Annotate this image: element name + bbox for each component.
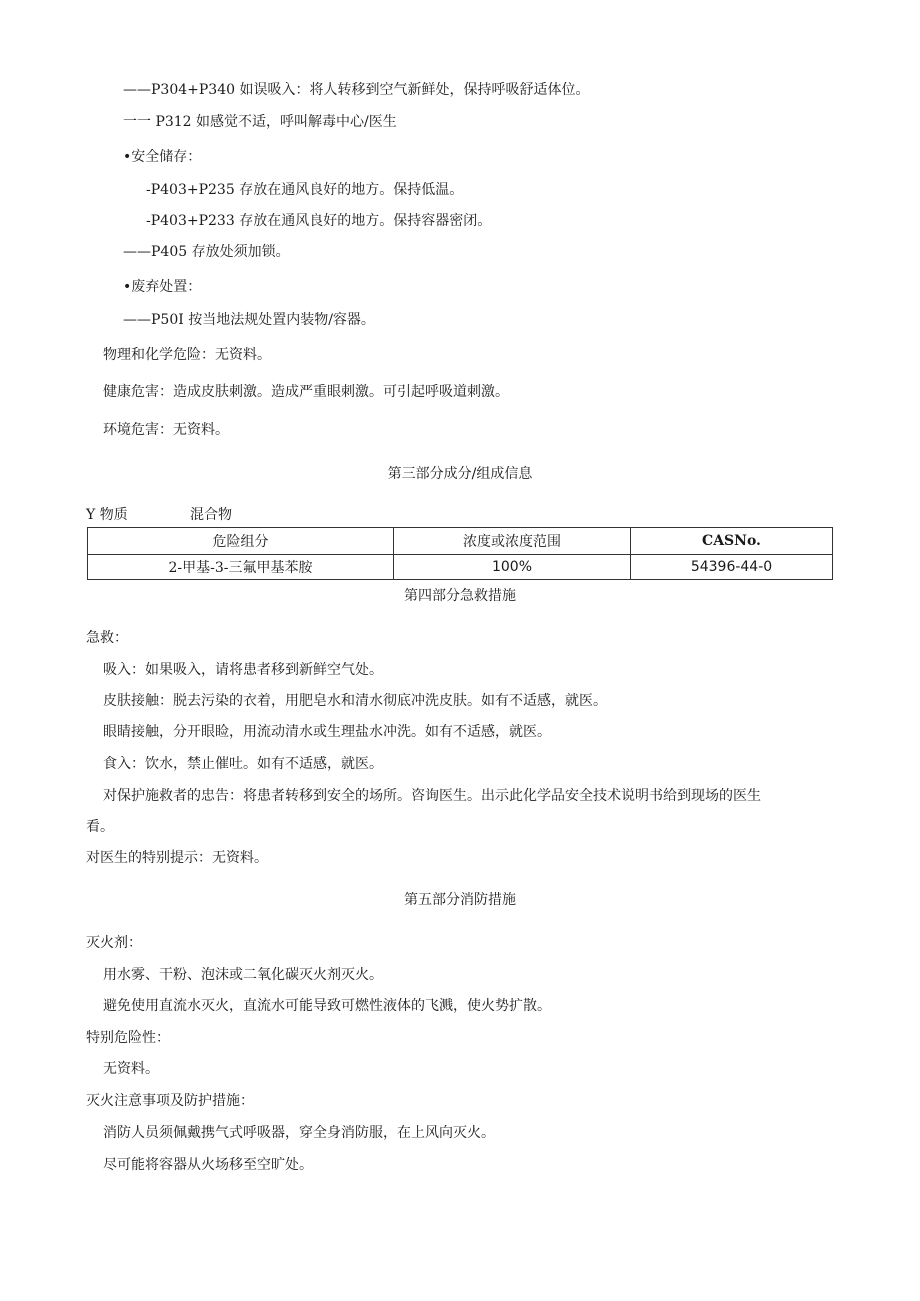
disposal-heading: •废弃处置： <box>123 279 202 295</box>
rescuer-advice <box>103 786 761 806</box>
header-cas: CASNo. <box>631 528 833 555</box>
special-hazard-value: 无资料。 <box>103 1061 159 1077</box>
inhalation-text: 吸入：如果吸入，请将患者移到新鲜空气处。 <box>103 662 383 678</box>
doctor-label: 对医生的特别提示 <box>86 850 198 866</box>
precaution-p312: 一一 P312 如感觉不适，呼叫解毒中心/医生 <box>123 114 397 130</box>
first-aid-label: 急救： <box>86 630 128 646</box>
doctor-value: ：无资料。 <box>198 850 268 866</box>
rescuer-label: 对保护施救者的忠告 <box>103 788 229 804</box>
eye-value: ，分开眼睑，用流动清水或生理盐水冲洗。如有不适感，就医。 <box>159 724 551 740</box>
precaution-p403-p235: -P403+P235 存放在通风良好的地方。保持低温。 <box>146 182 464 198</box>
extinguishing-agent-1: 用水雾、干粉、泡沫或二氧化碳灭火剂灭火。 <box>103 967 383 983</box>
firefighting-precaution-label: 灭火注意事项及防护措施： <box>86 1093 254 1109</box>
table-header-row <box>88 528 833 555</box>
header-concentration: 浓度或浓度范围 <box>394 528 631 555</box>
header-component: 危险组分 <box>88 528 394 555</box>
precaution-p501: ——P50I 按当地法规处置内装物/容器。 <box>123 312 375 328</box>
storage-heading: •安全储存： <box>123 149 202 165</box>
health-label: 健康危害： <box>103 384 173 400</box>
physchem-label: 物理和化学危险： <box>103 347 215 363</box>
eye-contact <box>103 722 551 742</box>
skin-value: ：脱去污染的衣着，用肥皂水和清水彻底冲洗皮肤。如有不适感，就医。 <box>159 693 607 709</box>
doctor-note <box>86 848 268 868</box>
rescuer-value: ：将患者转移到安全的场所。咨询医生。出示此化学品安全技术说明书给到现场的医生 <box>229 788 761 804</box>
env-value: 无资料。 <box>173 422 229 438</box>
special-hazard-label: 特别危险性： <box>86 1030 170 1046</box>
health-hazard <box>103 382 509 402</box>
skin-label: 皮肤接触 <box>103 693 159 709</box>
cell-cas: 54396-44-0 <box>631 555 833 580</box>
ingestion-text: 食入：饮水，禁止催吐。如有不适感，就医。 <box>103 756 383 772</box>
physchem-value: 无资料。 <box>215 347 271 363</box>
table-row <box>88 555 833 580</box>
extinguishing-agent-2: 避免使用直流水灭火，直流水可能导致可燃性液体的飞溅，使火势扩散。 <box>103 998 551 1014</box>
precaution-p403-p233: -P403+P233 存放在通风良好的地方。保持容器密闭。 <box>146 213 492 229</box>
cell-concentration: 100% <box>394 555 631 580</box>
cell-component: 2-甲基-3-三氟甲基苯胺 <box>88 555 394 580</box>
extinguishing-agent-label: 灭火剂： <box>86 935 142 951</box>
precaution-p405: ——P405 存放处须加锁。 <box>123 244 290 260</box>
firefighting-precaution-1: 消防人员须佩戴携气式呼吸器，穿全身消防服，在上风向灭火。 <box>103 1125 495 1141</box>
health-value: 造成皮肤刺激。造成严重眼刺激。可引起呼吸道刺激。 <box>173 384 509 400</box>
eye-label: 眼睛接触 <box>103 724 159 740</box>
env-label: 环境危害： <box>103 422 173 438</box>
firefighting-precaution-2: 尽可能将容器从火场移至空旷处。 <box>103 1157 313 1173</box>
composition-table <box>87 527 833 580</box>
mixture-label: 混合物 <box>190 507 232 523</box>
section4-title: 第四部分急救措施 <box>404 588 516 604</box>
rescuer-value-cont: 看。 <box>86 819 114 835</box>
section3-title: 第三部分成分/组成信息 <box>387 466 533 482</box>
section5-title: 第五部分消防措施 <box>404 892 516 908</box>
substance-label: Y 物质 <box>86 507 128 523</box>
precaution-p304-p340: ——P304+P340 如误吸入：将人转移到空气新鲜处，保持呼吸舒适体位。 <box>123 82 590 98</box>
skin-contact <box>103 691 607 711</box>
env-hazard <box>103 420 229 440</box>
physchem-hazard <box>103 345 271 365</box>
